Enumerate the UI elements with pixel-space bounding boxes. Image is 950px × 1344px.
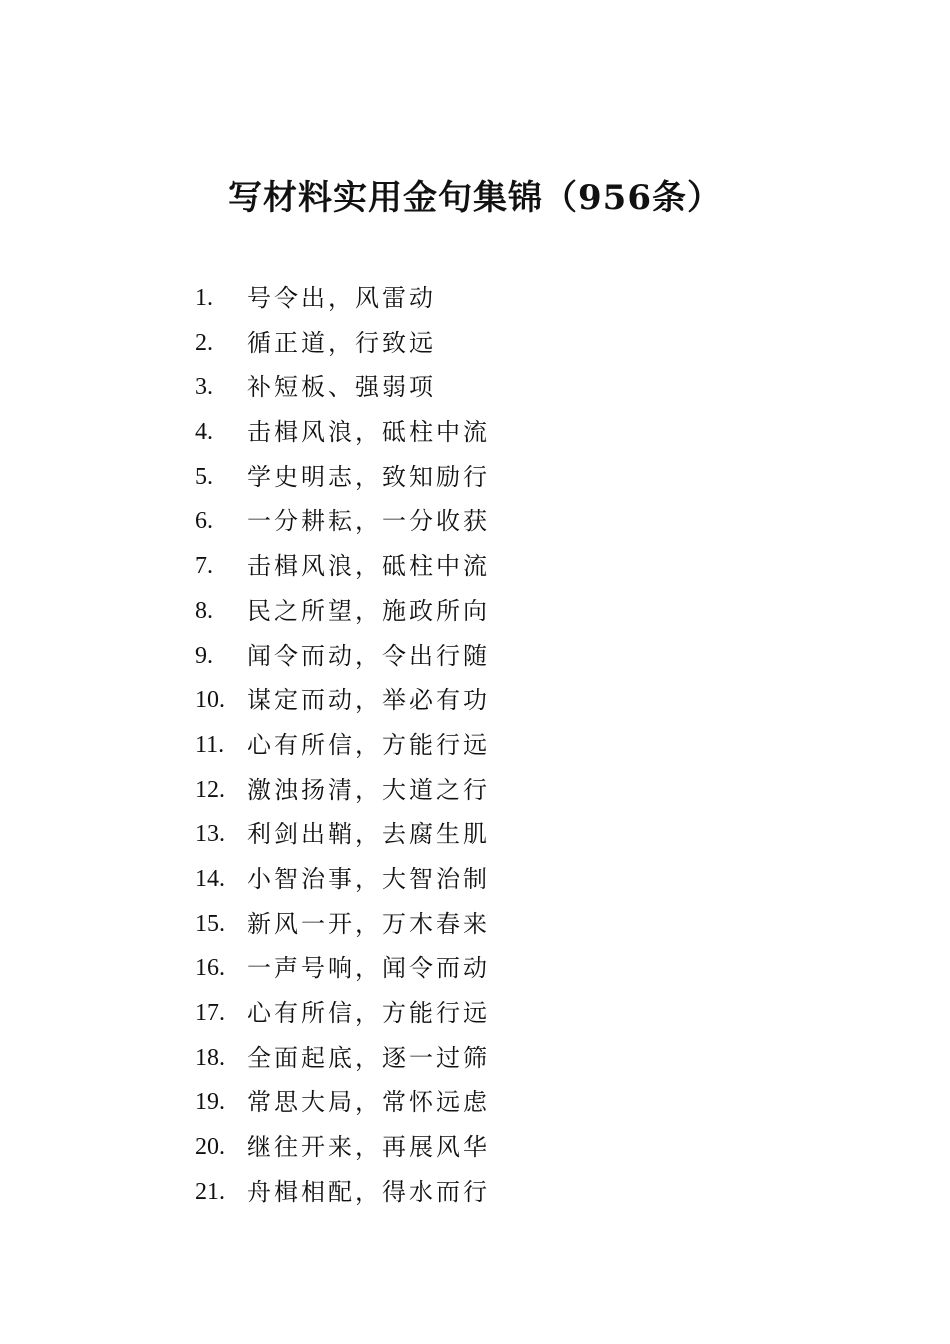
list-item xyxy=(195,768,490,813)
item-number: 4. xyxy=(195,419,213,446)
item-text: 一分耕耘，一分收获 xyxy=(247,507,490,536)
list-item xyxy=(195,544,490,589)
list-item xyxy=(195,991,490,1036)
item-text: 补短板、强弱项 xyxy=(247,373,436,402)
item-text: 一声号响，闻令而动 xyxy=(247,954,490,983)
item-text: 民之所望，施政所向 xyxy=(247,596,490,625)
list-item xyxy=(195,321,490,366)
list-item xyxy=(195,812,490,857)
item-number: 19. xyxy=(195,1089,225,1116)
item-number: 10. xyxy=(195,687,225,714)
item-text: 舟楫相配，得水而行 xyxy=(247,1177,490,1206)
item-text: 闻令而动，令出行随 xyxy=(247,641,490,670)
item-number: 7. xyxy=(195,553,213,580)
item-number: 14. xyxy=(195,865,225,892)
item-number: 6. xyxy=(195,508,213,535)
item-text: 激浊扬清，大道之行 xyxy=(247,775,490,804)
item-number: 20. xyxy=(195,1134,225,1161)
item-text: 学史明志，致知励行 xyxy=(247,462,490,491)
item-number: 15. xyxy=(195,910,225,937)
list-item xyxy=(195,1036,490,1081)
quote-list xyxy=(195,276,490,1214)
item-number: 3. xyxy=(195,374,213,401)
list-item xyxy=(195,634,490,679)
list-item xyxy=(195,1125,490,1170)
item-text: 谋定而动，举必有功 xyxy=(247,686,490,715)
list-item xyxy=(195,499,490,544)
item-number: 17. xyxy=(195,1000,225,1026)
item-text: 继往开来，再展风华 xyxy=(247,1133,490,1162)
list-item xyxy=(195,946,490,991)
item-text: 心有所信，方能行远 xyxy=(247,999,490,1027)
list-item xyxy=(195,1170,490,1215)
item-text: 心有所信，方能行远 xyxy=(247,730,490,759)
item-number: 21. xyxy=(195,1178,225,1205)
item-text: 循正道，行致远 xyxy=(247,328,436,357)
item-number: 8. xyxy=(195,597,213,624)
item-number: 11. xyxy=(195,731,225,758)
item-text: 利剑出鞘，去腐生肌 xyxy=(247,820,490,849)
item-text: 全面起底，逐一过筛 xyxy=(247,1043,490,1072)
item-number: 16. xyxy=(195,955,225,982)
item-text: 击楫风浪，砥柱中流 xyxy=(247,552,490,581)
item-number: 2. xyxy=(195,329,213,356)
item-text: 常思大局，常怀远虑 xyxy=(247,1088,490,1117)
item-number: 5. xyxy=(195,463,213,490)
item-number: 18. xyxy=(195,1044,225,1071)
item-text: 号令出，风雷动 xyxy=(247,284,436,312)
list-item xyxy=(195,678,490,723)
list-item xyxy=(195,902,490,947)
document-title: 写材料实用金句集锦（956条） xyxy=(228,178,722,218)
item-number: 1. xyxy=(195,285,213,311)
item-text: 小智治事，大智治制 xyxy=(247,864,490,893)
list-item xyxy=(195,276,490,321)
list-item xyxy=(195,857,490,902)
list-item xyxy=(195,455,490,500)
list-item xyxy=(195,365,490,410)
item-text: 新风一开，万木春来 xyxy=(247,909,490,938)
item-number: 12. xyxy=(195,776,225,803)
list-item xyxy=(195,410,490,455)
list-item xyxy=(195,723,490,768)
list-item xyxy=(195,1080,490,1125)
list-item xyxy=(195,589,490,634)
item-number: 9. xyxy=(195,642,213,669)
item-number: 13. xyxy=(195,821,225,848)
item-text: 击楫风浪，砥柱中流 xyxy=(247,418,490,447)
